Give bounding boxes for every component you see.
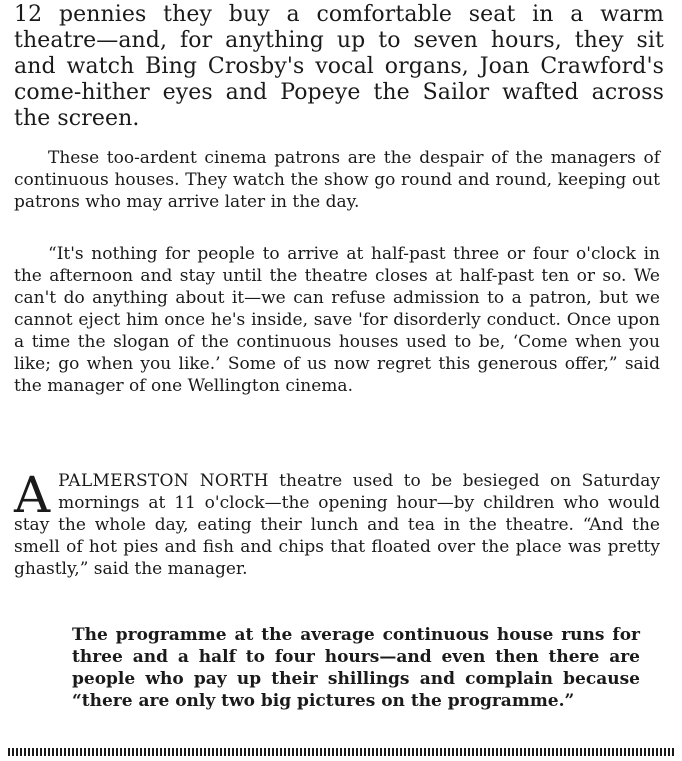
paragraph-cinema-patrons: These too-ardent cinema patrons are the despair of the managers of continuous houses. They watch the show go round and round, keeping out patrons who may arrive later in the day. [14,148,660,212]
intro-paragraph: 12 pennies they buy a comfortable seat in a warm theatre—and, for anything up to seven hours, they sit and watch Bing Crosby's vocal organs, Joan Crawford's come-hither eyes and Popeye the Sailor wafted across the screen. [14,2,664,131]
paragraph-body: theatre used to be besieged on Saturday mornings at 11 o'clock—the opening hour—by children who would stay the whole day, eating their lunch and tea in the theatre. “And the smell of hot pies and fish and chips that floated over the place was pretty ghastly,” said the manager. [14,471,660,579]
place-name-caps: PALMERSTON NORTH [58,471,269,491]
bold-summary-paragraph: The programme at the average continuous house runs for three and a half to four hours—and even then there are people who pay up their shillings and complain because “there are only two big pictures on the programme.” [72,625,640,711]
dotted-divider [8,748,674,756]
paragraph-manager-quote: “It's nothing for people to arrive at half-past three or four o'clock in the afternoon and stay until the theatre closes at half-past ten or so. We can't do anything about it—we can refuse admission to a patron, but we cannot eject him once he's inside, save 'for disorderly conduct. Once upon a time the slogan of the continuous houses used to be, ‘Come when you like; go when you like.’ Some of us now regret this generous offer,” said the manager of one Wellington cinema. [14,244,660,396]
drop-cap: A [14,466,51,524]
paragraph-palmerston-north [14,466,660,580]
